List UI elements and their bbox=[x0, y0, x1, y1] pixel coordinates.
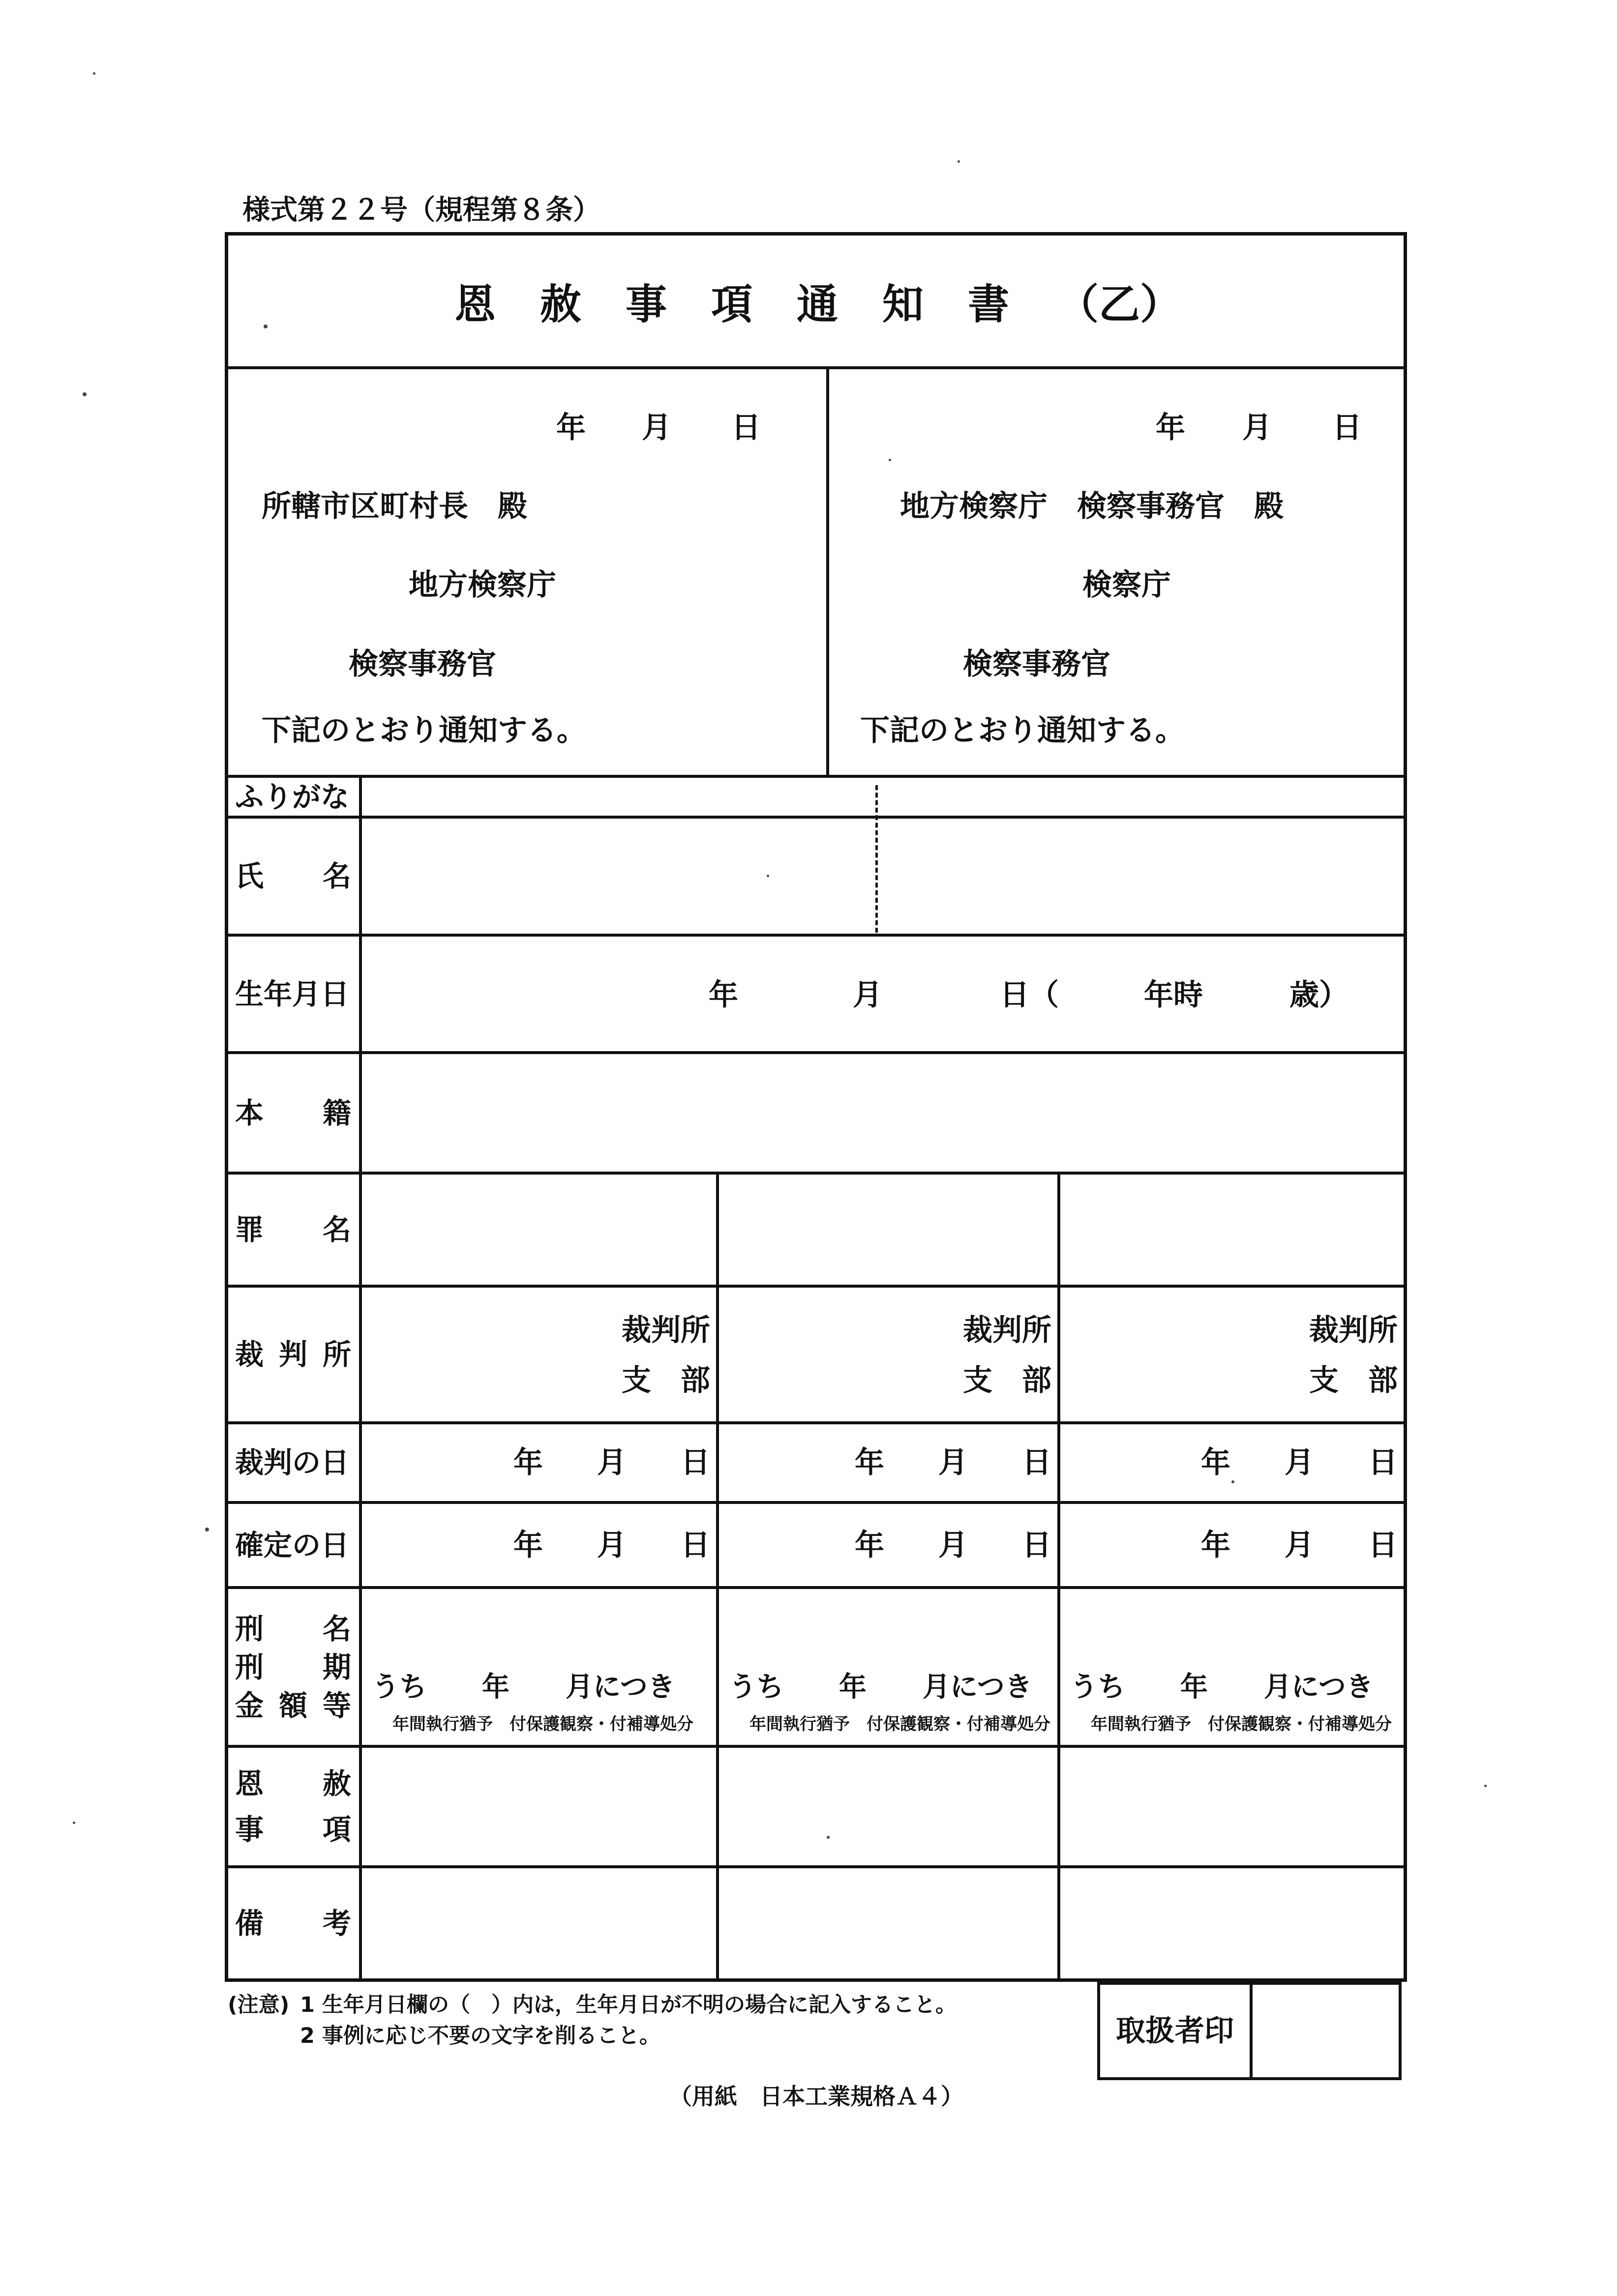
year-label: 年 bbox=[855, 1528, 884, 1562]
branch-label: 支 部 bbox=[963, 1363, 1051, 1398]
label-char: 事 bbox=[235, 1813, 264, 1846]
month-label: 月 bbox=[938, 1528, 968, 1562]
year-label: 年 bbox=[855, 1445, 884, 1480]
label-pardon bbox=[228, 1748, 359, 1865]
label-char: 裁 bbox=[235, 1338, 264, 1371]
note-text: 生年月日欄の（ ）内は，生年月日が不明の場合に記入すること。 bbox=[322, 1993, 957, 2017]
sender-block-left bbox=[228, 369, 826, 775]
pardon-field-1 bbox=[362, 1748, 716, 1865]
sentence-month-label: 月につき bbox=[923, 1671, 1032, 1703]
stamp-label-cell bbox=[1100, 1985, 1250, 2077]
title-section bbox=[228, 235, 1404, 366]
day-label: 日 bbox=[1022, 1445, 1051, 1480]
label-offense-text bbox=[235, 1215, 351, 1244]
sentence-within-label: うち bbox=[372, 1671, 427, 1703]
offense-field-3 bbox=[1060, 1175, 1404, 1285]
pardon-field-2 bbox=[719, 1748, 1057, 1865]
day-label: 日 bbox=[681, 1528, 710, 1562]
scan-speck bbox=[73, 1822, 75, 1824]
left-date-day: 日 bbox=[731, 411, 761, 445]
right-officer: 検察事務官 bbox=[963, 647, 1110, 681]
sentence-cell-3 bbox=[1060, 1589, 1404, 1745]
label-name bbox=[228, 819, 359, 934]
offense-field-2 bbox=[719, 1175, 1057, 1285]
label-judgment-date bbox=[228, 1424, 359, 1501]
year-label: 年 bbox=[513, 1528, 543, 1562]
finalized-date-cell-2 bbox=[719, 1504, 1057, 1586]
label-court-text bbox=[235, 1340, 351, 1369]
sentence-month-label: 月につき bbox=[1264, 1671, 1374, 1703]
day-label: 日 bbox=[1022, 1528, 1051, 1562]
sentence-suspension-note: 年間執行猶予 付保護観察・付補導処分 bbox=[392, 1714, 693, 1734]
label-furigana-text: ふりがな bbox=[235, 780, 350, 814]
paper-size-note: （用紙 日本工業規格Ａ４） bbox=[669, 2083, 963, 2110]
label-char: 期 bbox=[322, 1650, 351, 1684]
label-char: 所 bbox=[322, 1338, 351, 1371]
label-sentence bbox=[228, 1589, 359, 1745]
birth-age-label: 歳） bbox=[1289, 978, 1348, 1012]
label-birth-date bbox=[228, 937, 359, 1051]
scan-speck bbox=[83, 392, 87, 396]
birth-year-label: 年 bbox=[709, 978, 738, 1012]
offense-field-1 bbox=[362, 1175, 716, 1285]
label-sentence-line-3 bbox=[235, 1688, 351, 1722]
label-furigana bbox=[228, 778, 359, 816]
birth-era-label: 年時 bbox=[1144, 978, 1203, 1012]
furigana-field bbox=[362, 778, 1404, 816]
label-finalized-date-text: 確定の日 bbox=[235, 1528, 350, 1562]
label-pardon-line-2 bbox=[235, 1815, 351, 1844]
stamp-label: 取扱者印 bbox=[1116, 2014, 1234, 2048]
month-label: 月 bbox=[597, 1445, 627, 1480]
label-sentence-line-2 bbox=[235, 1650, 351, 1684]
remarks-field-1 bbox=[362, 1868, 716, 1978]
form-title: 恩赦事項通知書 bbox=[454, 280, 1054, 328]
sentence-year-label: 年 bbox=[839, 1671, 867, 1703]
label-char: 判 bbox=[278, 1338, 307, 1371]
left-addressee: 所轄市区町村長 殿 bbox=[262, 489, 527, 524]
birth-month-label: 月 bbox=[853, 978, 882, 1012]
scan-speck bbox=[889, 459, 891, 461]
label-char: 罪 bbox=[235, 1213, 264, 1246]
scan-speck bbox=[264, 324, 268, 328]
label-char: 恩 bbox=[235, 1767, 264, 1800]
sender-block-right bbox=[829, 369, 1404, 775]
scan-speck bbox=[205, 1528, 209, 1531]
left-notice: 下記のとおり通知する。 bbox=[262, 713, 586, 748]
sentence-year-label: 年 bbox=[482, 1671, 509, 1703]
judgment-date-cell-2 bbox=[719, 1424, 1057, 1501]
court-label: 裁判所 bbox=[1309, 1313, 1398, 1348]
sentence-month-label: 月につき bbox=[566, 1671, 675, 1703]
label-remarks-text bbox=[235, 1909, 351, 1938]
note-text: 事例に応じ不要の文字を削ること。 bbox=[322, 2024, 660, 2048]
label-char: 金 bbox=[235, 1688, 264, 1722]
label-char: 名 bbox=[322, 1612, 351, 1646]
label-judgment-date-text: 裁判の日 bbox=[235, 1446, 350, 1479]
sentence-suspension-note: 年間執行猶予 付保護観察・付補導処分 bbox=[1091, 1714, 1392, 1734]
label-char: 項 bbox=[322, 1813, 351, 1846]
name-field bbox=[362, 819, 1404, 934]
label-domicile-text bbox=[235, 1096, 351, 1130]
notes-label: (注意) bbox=[228, 1993, 290, 2017]
birth-date-field bbox=[362, 937, 1404, 1051]
scan-speck bbox=[958, 160, 960, 163]
label-char: 刑 bbox=[235, 1650, 264, 1684]
court-label: 裁判所 bbox=[963, 1313, 1051, 1348]
birth-day-label: 日（ bbox=[1000, 978, 1059, 1012]
scan-speck bbox=[93, 72, 95, 75]
sentence-within-label: うち bbox=[729, 1671, 784, 1703]
label-char: 額 bbox=[278, 1688, 307, 1722]
label-char: 名 bbox=[322, 1213, 351, 1246]
scan-speck bbox=[827, 1836, 830, 1839]
right-date-day: 日 bbox=[1332, 411, 1362, 445]
label-char: 氏 bbox=[235, 859, 264, 893]
finalized-date-cell-1 bbox=[362, 1504, 716, 1586]
label-name-text bbox=[235, 859, 351, 893]
note-number: 2 bbox=[300, 2024, 315, 2048]
remarks-field-3 bbox=[1060, 1868, 1404, 1978]
sentence-within-label: うち bbox=[1070, 1671, 1125, 1703]
judgment-date-cell-1 bbox=[362, 1424, 716, 1501]
scan-speck bbox=[1231, 1480, 1234, 1483]
label-char: 備 bbox=[235, 1907, 264, 1940]
label-char: 等 bbox=[322, 1688, 351, 1722]
form-title-suffix: （乙） bbox=[1057, 280, 1182, 328]
right-addressee: 地方検察庁 検察事務官 殿 bbox=[900, 489, 1284, 524]
right-notice: 下記のとおり通知する。 bbox=[860, 713, 1185, 748]
court-cell-1 bbox=[362, 1288, 716, 1421]
year-label: 年 bbox=[513, 1445, 543, 1480]
label-char: 名 bbox=[322, 859, 351, 893]
label-pardon-line-1 bbox=[235, 1769, 351, 1798]
month-label: 月 bbox=[1285, 1528, 1314, 1562]
branch-label: 支 部 bbox=[622, 1363, 710, 1398]
scan-speck bbox=[767, 875, 769, 877]
sentence-year-label: 年 bbox=[1180, 1671, 1208, 1703]
sentence-cell-1 bbox=[362, 1589, 716, 1745]
stamp-field bbox=[1253, 1985, 1399, 2077]
label-char: 考 bbox=[322, 1907, 351, 1940]
label-court bbox=[228, 1288, 359, 1421]
label-char: 赦 bbox=[322, 1767, 351, 1800]
label-birth-date-text: 生年月日 bbox=[235, 977, 350, 1011]
domicile-field bbox=[362, 1054, 1404, 1172]
court-label: 裁判所 bbox=[622, 1313, 710, 1348]
day-label: 日 bbox=[681, 1445, 710, 1480]
year-label: 年 bbox=[1201, 1528, 1230, 1562]
label-char: 本 bbox=[235, 1096, 264, 1130]
sentence-suspension-note: 年間執行猶予 付保護観察・付補導処分 bbox=[749, 1714, 1050, 1734]
remarks-field-2 bbox=[719, 1868, 1057, 1978]
right-date-year: 年 bbox=[1156, 411, 1185, 445]
label-domicile bbox=[228, 1054, 359, 1172]
sentence-cell-2 bbox=[719, 1589, 1057, 1745]
note-number: 1 bbox=[300, 1993, 315, 2017]
day-label: 日 bbox=[1368, 1445, 1398, 1480]
left-office: 地方検察庁 bbox=[409, 568, 556, 602]
label-sentence-line-1 bbox=[235, 1612, 351, 1646]
label-offense bbox=[228, 1175, 359, 1285]
court-cell-2 bbox=[719, 1288, 1057, 1421]
month-label: 月 bbox=[938, 1445, 968, 1480]
left-date-month: 月 bbox=[642, 411, 671, 445]
scan-speck bbox=[1484, 1785, 1487, 1787]
right-date-month: 月 bbox=[1242, 411, 1272, 445]
day-label: 日 bbox=[1368, 1528, 1398, 1562]
court-cell-3 bbox=[1060, 1288, 1404, 1421]
label-remarks bbox=[228, 1868, 359, 1978]
finalized-date-cell-3 bbox=[1060, 1504, 1404, 1586]
form-number: 様式第２２号（規程第８条） bbox=[242, 194, 600, 226]
pardon-field-3 bbox=[1060, 1748, 1404, 1865]
label-finalized-date bbox=[228, 1504, 359, 1586]
branch-label: 支 部 bbox=[1309, 1363, 1398, 1398]
right-office: 検察庁 bbox=[1082, 568, 1171, 602]
month-label: 月 bbox=[597, 1528, 627, 1562]
left-officer: 検察事務官 bbox=[349, 647, 496, 681]
label-char: 籍 bbox=[322, 1096, 351, 1130]
label-char: 刑 bbox=[235, 1612, 264, 1646]
month-label: 月 bbox=[1285, 1445, 1314, 1480]
judgment-date-cell-3 bbox=[1060, 1424, 1404, 1501]
year-label: 年 bbox=[1201, 1445, 1230, 1480]
left-date-year: 年 bbox=[556, 411, 586, 445]
